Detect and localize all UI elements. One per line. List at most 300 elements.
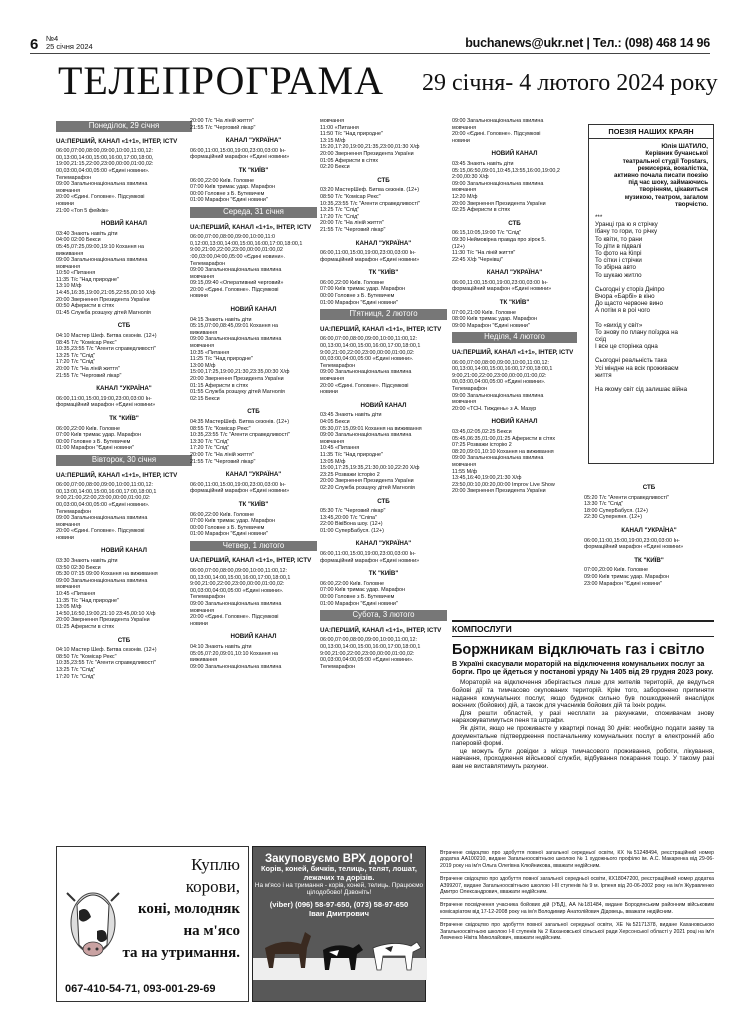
schedule-line: 05:30 Т/с "Черговий лікар": [320, 508, 386, 515]
schedule-line: 01:45 Служба розшуку дітей Магнолія: [56, 309, 151, 316]
day-heading: Неділя, 4 лютого: [452, 332, 577, 343]
poetry-verse-line: життя: [595, 371, 612, 379]
schedule-line: 00,13:00,14:00,15:00,16:00,17:00,18:00,: [56, 154, 154, 161]
schedule-line: 01:05 Аферисти в сітях: [320, 157, 379, 164]
schedule-line: 10:45 «Питання: [320, 445, 360, 452]
schedule-line: 00,13:00,14:00,15:00,16:00,17:00,18:00,1: [320, 644, 421, 650]
schedule-line: мовчання: [452, 399, 477, 406]
poetry-verse-line: Усі міндне на всік проживаєм: [595, 364, 679, 372]
schedule-line: (12+): [452, 243, 465, 250]
poetry-author-line: музикою, театром, загалом: [624, 193, 708, 201]
poetry-verse-line: ***: [595, 214, 603, 222]
poetry-verse-line: І все це сторінка одна: [595, 343, 658, 351]
schedule-line: новини: [320, 389, 338, 396]
schedule-line: Телемарафон: [56, 508, 92, 515]
schedule-line: 22:30 Суперняня. (12+): [584, 514, 643, 521]
schedule-line: 12:20 М/ф: [452, 193, 478, 200]
schedule-line: 15:00,17:25,19:35,21:30,00:10,22:20 Х/ф: [320, 465, 420, 472]
channel-heading: КАНАЛ "УКРАЇНА": [225, 471, 282, 479]
schedule-line: 09:00 Загальнонаціональна хвилина: [190, 601, 282, 608]
schedule-line: 03:50 02:30 Бекси: [56, 564, 101, 571]
schedule-line: 02:20 Бекси: [320, 164, 350, 171]
schedule-line: 01:25 Аферисти в сітях: [56, 624, 115, 630]
schedule-line: 05:30 07:15 09:00 Кохання на виживання: [56, 571, 158, 578]
schedule-line: виживання: [190, 657, 218, 664]
schedule-line: 20:00 «Єдині. Головне». Підсумкові: [190, 614, 279, 621]
channel-heading: ТК "КИЇВ": [368, 570, 399, 578]
schedule-line: 06:00,22:00 Київ. Головне: [56, 425, 120, 432]
schedule-line: 06:00,11:00,15:00,19:00,23:00,03:00 Ін-: [584, 537, 680, 544]
schedule-line: 13:25 Т/с "Слід": [56, 666, 96, 673]
channel-heading: UA:ПЕРШИЙ, КАНАЛ «1+1», ІНТЕР, ICTV: [56, 471, 178, 479]
schedule-line: мовчання: [190, 607, 215, 614]
article-body: [452, 679, 714, 770]
schedule-line: 13:10 М/ф: [56, 283, 82, 290]
notice-item: Втрачене свідоцтво про здобуття повної загальної середньої освіти, КХ18047200, реєстраційний номер додатка АЗ99207, видане Загальноосвітньою школою І-ІІІ ступенів № 9 м. Ірпеня від 20-06-2002 року на ім'я Журавленко Дмитро Олександрович, вважати недійсним.: [440, 876, 714, 896]
poetry-verse-line: Уранці гра ю я стрічку: [595, 221, 658, 229]
schedule-line: 13:15 М/ф: [320, 137, 346, 144]
schedule-line: 06:00,11:00,15:00,19:00,23:00,03:00 Ін-: [320, 250, 416, 257]
article-paragraph: Мораторій на відключення зберігається лише для жителів територій, де ведуться бойові дії та тимчасово окупованих територій. Крім того, заборонено припиняти надання комунальних послуг, якщо будинок сильно був пошкоджений внаслідок воєнних (бойових) дій, а також для учасників бойових дій та їхніх родин.: [452, 679, 714, 710]
schedule-line: 02:25 Аферисти в сітях: [452, 207, 511, 214]
schedule-line: 06:00,07:00,08:00,09:00,10:00,11:00,12:: [56, 482, 154, 489]
schedule-line: 01:00 Марафон "Єдині новини": [56, 445, 134, 452]
schedule-line: 11:55 М/ф: [452, 468, 478, 475]
schedule-line: 20:00 Звернення Президента України: [56, 296, 150, 303]
poetry-box: [588, 124, 714, 464]
schedule-line: 03:45 Знають навіть діти: [452, 160, 514, 167]
schedule-line: 22:45 Х/ф "Чернівці": [452, 256, 503, 263]
article-paragraph: Як діяти, якщо не проживаєте у квартирі понад 30 днів: необхідно подати заяву та документальне підтвердження постачальнику комунальних послуг в електронній або паперовій формі.: [452, 724, 714, 748]
poetry-verse-line: До щасто червоне вино: [595, 300, 663, 308]
poetry-verses: [589, 208, 713, 393]
schedule-line: мовчання: [190, 273, 215, 280]
schedule-line: 20:00 Звернення Президента України: [56, 617, 150, 624]
schedule-line: 11:35 Т/с "Над природне": [56, 597, 119, 604]
schedule-line: 00:50 Аферисти в сітях: [56, 303, 115, 310]
channel-heading: НОВИЙ КАНАЛ: [230, 306, 277, 314]
schedule-line: 20:00 Звернення Президента України: [452, 488, 546, 495]
schedule-column-2: [190, 118, 317, 856]
poetry-title: ПОЕЗІЯ НАШИХ КРАЯН: [589, 125, 713, 139]
schedule-line: 9:00,21:00,22:00,23:00,00:00,01:00,02: [190, 247, 283, 254]
schedule-line: 02:20 Служба розшуку дітей Магнолія: [320, 484, 415, 491]
schedule-line: 10:35,23:55 Т/с "Агенти справедливості": [190, 432, 290, 439]
schedule-line: 02:15 Бекси: [190, 395, 220, 402]
schedule-line: 09:00 Київ тримає удар. Марафон: [584, 573, 670, 580]
schedule-line: 22:00 ВікіВона шоу. (12+): [320, 521, 383, 528]
schedule-line: 00:00 Головне з Б. Бутевичем: [320, 293, 395, 300]
schedule-line: 20:00 Звернення Президента України: [452, 200, 546, 207]
poetry-verse-line: На якому світ сід залишає війна: [595, 386, 688, 394]
poetry-author: [589, 139, 713, 208]
schedule-line: 13:00 М/ф: [190, 362, 216, 369]
schedule-line: новини: [190, 293, 208, 300]
schedule-line: 09:00 Загальнонаціональна хвилина: [56, 577, 148, 584]
schedule-line: 05:05,07:20,09:01,10:10 Кохання на: [190, 650, 279, 657]
article: [452, 620, 714, 860]
schedule-line: 20:00 «Єдині. Головне». Підсумкові: [56, 194, 145, 201]
schedule-line: мовчання: [56, 263, 81, 270]
channel-heading: НОВИЙ КАНАЛ: [101, 547, 147, 555]
schedule-line: 13:05 М/ф: [56, 604, 82, 611]
channel-heading: UA:ПЕРШИЙ, КАНАЛ «1+1», ІНТЕР, ICTV: [56, 137, 178, 145]
schedule-line: 05:15,07:00,08:45,09:01 Кохання на: [190, 323, 279, 330]
channel-heading: UA:ПЕРШИЙ, КАНАЛ «1+1», ІНТЕР, ICTV: [320, 325, 442, 333]
schedule-line: 05:45,06:35,01:00,01:25 Аферисти в сітях: [452, 435, 556, 442]
ad-cattle-purchase: [56, 846, 249, 1002]
schedule-line: 09:00 Загальнонаціональна хвилина: [452, 392, 544, 399]
schedule-line: 20:00 Звернення Президента України: [190, 376, 284, 382]
ad-cattle-phone: 067-410-54-71, 093-001-29-69: [65, 983, 216, 995]
schedule-line: 20:00 Т/с "На ліній життя": [56, 366, 120, 372]
schedule-line: 20:00 Т/с "На ліній життя": [190, 118, 254, 124]
schedule-line: 11:30 Т/с "На ліній життя": [452, 250, 516, 257]
poetry-verse-line: Сьогодні реальність така: [595, 357, 667, 365]
schedule-line: 9:00,21:00,22:00,23:00,00:00,01:00,02:: [320, 650, 415, 657]
schedule-line: мовчання: [56, 521, 81, 528]
schedule-line: 21:55 Т/с "Черговий лікар": [190, 458, 256, 465]
channel-heading: ТК "КИЇВ": [368, 269, 399, 277]
schedule-line: 23:25 Розважи історію 2: [320, 471, 380, 478]
schedule-line: 13:45,16:40,19:00,21:30 Х/ф: [452, 475, 522, 482]
schedule-line: 08:00 Київ тримає удар. Марафон: [452, 316, 538, 323]
schedule-line: 09:00 Загальнонаціональна хвилина: [190, 267, 282, 274]
channel-heading: НОВИЙ КАНАЛ: [230, 633, 277, 641]
schedule-line: 23:50,00:10,00:20,00:00 Improv Live Show: [452, 481, 555, 488]
schedule-line: 00:00 Головне з Б. Бутевичем: [190, 190, 265, 197]
schedule-line: 14:45,16:35,19:00,21:05,22:55,00:10 Х/ф: [56, 290, 156, 297]
schedule-line: мовчання: [190, 343, 215, 350]
schedule-line: виживання: [56, 250, 84, 257]
schedule-line: 21:55 Т/с "Черговий лікар": [320, 226, 386, 233]
schedule-line: 07:00 Київ тримає удар. Марафон: [190, 184, 276, 191]
schedule-line: 07:00 Київ тримає удар. Марафон: [320, 587, 406, 594]
poetry-author-line: Юлія ШАТИЛО,: [661, 143, 708, 151]
schedule-line: новини: [452, 137, 470, 144]
channel-heading: КАНАЛ "УКРАЇНА": [96, 385, 152, 393]
schedule-line: 03:40 Знають навіть діти: [56, 230, 118, 237]
ad-cattle-line-5: та на утримання.: [122, 945, 240, 961]
schedule-line: 13:30 Т/с "Слід": [190, 438, 230, 445]
ad-cattle-line-2: корови,: [185, 877, 240, 896]
ad-vrh-sub: Корів, коней, бичків, телиць, телят, лошат, лежачих та дорізів.: [261, 864, 417, 882]
notice-item: Втрачене свідоцтво про здобуття повної загальної середньої освіти, ХЕ №52171378, видане Кахановською Загальноосвітньою школою І-ІІ ступенів № 2 Кахановської сільської ради Херсонської області у 2021 році на ім'я Левченко Нікіта Миколайович, вважати недійсним.: [440, 922, 714, 942]
schedule-line: 06:00,22:00 Київ. Головне: [190, 177, 254, 184]
channel-heading: КАНАЛ "УКРАЇНА": [225, 137, 282, 145]
schedule-line: 09:15,09:40 «Оперативний черговий»: [190, 280, 284, 287]
channel-heading: СТБ: [247, 408, 260, 416]
schedule-line: 11:35 Т/с "Над природне": [56, 276, 119, 283]
schedule-line: 00,13:00,14:00,15:00,16:00,17:00,18:00,1: [452, 366, 553, 373]
schedule-line: Телемарафон: [190, 260, 226, 267]
schedule-line: 09:00 Загальнонаціональна хвилина: [320, 432, 412, 439]
day-heading: Понеділок, 29 січня: [56, 121, 192, 132]
schedule-line: 09:00 Загальнонаціональна хвилина: [56, 515, 148, 522]
notices-block: [440, 850, 714, 1002]
schedule-line: 10:50 «Питання: [56, 270, 96, 277]
schedule-line: формаційний марафон «Єдині новини»: [320, 256, 420, 263]
schedule-line: 21:55 Т/с "Черговий лікар": [56, 372, 122, 379]
schedule-line: 09:00 Загальнонаціональна хвилина: [190, 663, 282, 670]
schedule-line: мовчання: [452, 187, 477, 194]
schedule-line: 00,03:00,04:00,05:00 «Єдині новини».: [190, 587, 284, 594]
issue-number: №4: [46, 34, 59, 43]
schedule-line: 17:20 Т/с "Слід": [320, 213, 360, 220]
schedule-line: 09:30 Неймовірна правда про зірок 5.: [452, 236, 546, 243]
cow-illustration-icon: [63, 875, 123, 973]
channel-heading: ТК "КИЇВ": [109, 414, 139, 422]
poetry-verse-line: То шукаю житло: [595, 271, 642, 279]
schedule-line: Телемарафон: [190, 594, 226, 601]
article-section: КОМПОСЛУГИ: [452, 620, 714, 637]
schedule-line: 21:00 «Топ 5 фейків»: [56, 207, 109, 214]
schedule-line: 10:45 «Питання: [56, 591, 96, 598]
schedule-line: 20:00 «Єдині. Головне». Підсумкові: [320, 382, 409, 389]
schedule-line: 00,03:00,04:00,05:00 «Єдині новини».: [452, 379, 546, 386]
poetry-verse-line: То «вихід у світ»: [595, 321, 643, 329]
issue-info: [46, 35, 93, 51]
schedule-line: 01:15 Аферисти в сітях: [190, 382, 249, 389]
channel-heading: СТБ: [642, 484, 656, 491]
schedule-line: формаційний марафон «Єдині новини»: [190, 154, 290, 161]
ad-vrh-note: На м'ясо і на тримання - корів, коней, телиць. Працюємо цілодобово! Дзвоніть!: [254, 882, 424, 897]
schedule-line: 20:00 «Єдині. Головне». Підсумкові: [56, 528, 145, 535]
poetry-verse-line: Вчора «Барбі» в кіно: [595, 293, 655, 301]
schedule-line: 10:35,23:55 Т/с "Агенти справедливості": [56, 346, 156, 353]
schedule-line: 06:00,07:00,08:00,09:00,10:00,11:00,12:: [452, 359, 550, 366]
channel-heading: UA:ПЕРШИЙ, КАНАЛ «1+1», ІНТЕР, ICTV: [190, 223, 312, 231]
schedule-line: 06:00,07:00,08:00,09:00,10:00,11:0: [190, 234, 276, 241]
schedule-line: 00,13:00,14:00,15:00,16:00,17:00,18:00,1: [190, 574, 291, 581]
ad-vrh-purchase: [252, 846, 426, 1002]
ad-cattle-line-3: коні, молодняк: [137, 901, 240, 917]
schedule-column-5: [584, 478, 714, 587]
schedule-line: 06:00,11:00,15:00,19:00,23:00,03:00 Ін-: [320, 551, 416, 558]
schedule-line: 04:10 Знають навіть діти: [190, 644, 252, 650]
schedule-line: 9:00,21:00,22:00,23:00,00:00,01:00,02:: [190, 581, 285, 588]
schedule-line: 10:35 «Питання: [190, 349, 230, 356]
schedule-line: 06:00,22:00 Київ. Головне: [190, 511, 254, 518]
schedule-line: 20:00 «Єдині. Головне». Підсумкові: [452, 131, 541, 138]
schedule-line: 05:15,06:50,09:01,10:45,13:55,16:00,19:00,2: [452, 167, 560, 174]
schedule-line: 20:00 Т/с "На ліній життя": [320, 220, 384, 227]
notice-divider: [440, 898, 714, 899]
schedule-line: мовчання: [452, 461, 477, 468]
livestock-illustration-icon: [253, 918, 427, 980]
notice-divider: [440, 918, 714, 919]
schedule-line: новини: [56, 200, 74, 207]
schedule-line: 04:10 Мастер Шеф. Битва сезонів. (12+): [56, 647, 157, 654]
schedule-line: 08:55 Т/с "Комісар Рекс": [190, 425, 251, 432]
notice-item: Втрачене свідоцтво про здобуття повної загальної середньої освіти, КХ №51248494, реєстраційний номер додатка АА100210, видане Загальноосвітньою школою № 1 художнього профілю ім. А.С. Макаренка від 29-06-2019 року на ім'я Ольга Олегівна Клюйникова, вважати недійсним.: [440, 850, 714, 869]
schedule-line: формаційний марафон «Єдині новини»: [190, 488, 290, 495]
schedule-line: 01:00 Марафон "Єдині новини": [320, 600, 398, 607]
schedule-line: 10:35,23:55 Т/с "Агенти справедливості": [320, 200, 420, 207]
channel-heading: НОВИЙ КАНАЛ: [360, 401, 407, 409]
channel-heading: НОВИЙ КАНАЛ: [491, 418, 538, 426]
article-lead: В Україні скасували мораторій на відключення комунальних послуг за борги. Про це йдеться у постанові уряду № 1405 від 29 грудня 2023 року.: [452, 659, 714, 677]
schedule-line: 09:00 Загальнонаціональна хвилина: [190, 336, 282, 343]
schedule-line: 14:50,16:50,19:00,21:10 23:45,00:10 Х/ф: [56, 610, 156, 617]
schedule-line: 20:00 Звернення Президента України: [320, 150, 414, 157]
poetry-verse-line: А потім я в роі чого: [595, 307, 650, 315]
poetry-verse-line: [595, 315, 707, 322]
schedule-line: мовчання: [56, 584, 81, 591]
schedule-line: 01:00 Марафон "Єдині новини": [320, 299, 398, 306]
schedule-line: 09:00 Загальнонаціональна хвилина: [56, 257, 148, 264]
schedule-line: мовчання: [320, 118, 345, 124]
schedule-line: 06:00,11:00,15:00,19:00,23:00,03:00 Ін-: [190, 481, 286, 488]
schedule-line: мовчання: [452, 124, 477, 131]
article-paragraph: це можуть бути довідки з місця тимчасового проживання, роботи, лікування, навчання, проходження військової служби, відбування покарання тощо. У такому разі вам не виставлятимуть рахунки.: [452, 747, 714, 770]
schedule-line: 00,03:00,04:00,05:00 «Єдині новини».: [56, 501, 150, 508]
channel-heading: ТК "КИЇВ": [238, 166, 269, 174]
schedule-line: 00,03:00,04:00,05:00 «Єдині новини».: [56, 167, 150, 174]
channel-heading: КАНАЛ "УКРАЇНА": [621, 526, 677, 534]
schedule-line: 04:15 Знають навіть діти: [190, 316, 252, 323]
poetry-verse-line: То квіти, то рани: [595, 235, 643, 243]
schedule-line: формаційний марафон «Єдині новини»: [320, 557, 420, 564]
schedule-line: 13:30 Т/с "Слід": [584, 501, 624, 508]
channel-heading: ТК "КИЇВ": [634, 556, 664, 564]
schedule-line: 21:55 Т/с "Черговий лікар": [190, 124, 256, 131]
ad-vrh-headline: Закуповуємо ВРХ дорого!: [264, 853, 414, 865]
poetry-author-line: творчістю.: [675, 200, 708, 208]
schedule-line: 09:00 Загальнонаціональна хвилина: [452, 118, 544, 124]
schedule-line: 06:00,22:00 Київ. Головне: [320, 279, 384, 286]
schedule-line: Телемарафон: [320, 362, 356, 369]
schedule-line: 06:00,07:00,08:00,09:00,10:00,11:00,12:: [56, 148, 154, 155]
schedule-line: 09:00 Загальнонаціональна хвилина: [452, 455, 544, 462]
schedule-line: 01:00 Марафон "Єдині новини": [190, 531, 268, 538]
schedule-line: 06:15,10:05,19:00 Т/с "Слід": [452, 230, 522, 237]
schedule-line: 03:30 Знають навіть діти: [56, 558, 118, 565]
schedule-line: мовчання: [320, 438, 345, 445]
poetry-author-line: під час шоку, займаючись: [628, 179, 708, 187]
poetry-author-line: Керівник бучанської: [645, 150, 708, 158]
schedule-line: 20:00 «ТСН. Тиждень» з А. Мазур: [452, 405, 537, 412]
schedule-line: формаційний марафон «Єдині новини»: [452, 286, 552, 293]
poetry-author-line: режисерка, вокалістка,: [637, 164, 708, 172]
poetry-verse-line: [595, 350, 707, 357]
schedule-line: 23:00 Марафон "Єдині новини": [584, 580, 662, 587]
poetry-verse-line: То фото на Кіпрі: [595, 250, 642, 258]
schedule-line: 08:50 Т/с "Комісар Рекс": [56, 653, 117, 660]
schedule-line: 13:25 Т/с "Слід": [320, 207, 360, 214]
poetry-verse-line: То сітки і стрічки: [595, 257, 642, 265]
page-title: ТЕЛЕПРОГРАМА: [58, 58, 385, 103]
day-heading: Середа, 31 січня: [190, 207, 317, 218]
schedule-line: 07:00,20:00 Київ. Головне: [584, 567, 648, 574]
schedule-line: 07:00 Київ тримає удар. Марафон: [56, 432, 142, 439]
schedule-line: 09:00 Загальнонаціональна хвилина: [452, 180, 544, 187]
channel-heading: НОВИЙ КАНАЛ: [491, 150, 538, 158]
channel-heading: UA:ПЕРШИЙ, КАНАЛ «1+1», ІНТЕР, ICTV: [190, 557, 312, 565]
notice-divider: [440, 872, 714, 873]
schedule-line: 06:00,07:00,08:00,09:00,10:00,11:00,12:: [320, 336, 418, 343]
schedule-line: 13:05 М/ф: [320, 458, 346, 465]
schedule-line: виживання: [190, 329, 218, 336]
schedule-line: 05:30,07:15,09:01 Кохання на виживання: [320, 425, 422, 432]
schedule-line: 11:35 Т/с "Над природне": [320, 451, 383, 458]
poetry-verse-line: Ібачу то гори, то річку: [595, 228, 658, 236]
channel-heading: СТБ: [117, 322, 131, 330]
schedule-column-4: [452, 118, 577, 608]
schedule-line: 00,03:00,04:00,05:00 «Єдині новини».: [320, 657, 414, 664]
channel-heading: НОВИЙ КАНАЛ: [101, 220, 147, 228]
channel-heading: СТБ: [377, 497, 390, 505]
day-heading: Субота, 3 лютого: [320, 610, 447, 621]
poetry-verse-line: То збірна авто: [595, 264, 636, 272]
schedule-line: 04:35 МастерШеф. Битва сезонів. (12+): [190, 418, 290, 425]
page-number: 6: [30, 36, 39, 53]
channel-heading: СТБ: [508, 219, 521, 227]
channel-heading: ТК "КИЇВ": [238, 500, 269, 508]
schedule-line: 03:45 Знають навіть діти: [320, 412, 382, 419]
schedule-line: 09:00 Загальнонаціональна хвилина: [320, 369, 412, 376]
ad-cattle-line-4: на м'ясо: [183, 923, 240, 939]
schedule-line: 06:00,11:00,15:00,19:00,23:00,03:00 Ін-: [452, 279, 548, 286]
schedule-line: 9:00,21:00,22:00,23:00,00:00,01:00,02:: [452, 372, 547, 379]
schedule-line: 06:00,11:00,15:00,19:00,23:00,03:00 Ін-: [56, 395, 152, 402]
schedule-line: 9:00,21:00,22:00,23:00,00:00,01:00,02:: [56, 495, 151, 502]
schedule-line: 05:45,07:25,09:00,19:10 Кохання на: [56, 243, 145, 250]
schedule-line: 11:00 «Питання: [320, 124, 359, 131]
schedule-line: 00,03:00,04:00,05:00 «Єдині новини».: [320, 356, 414, 363]
poetry-verse-line: То діти в підвалі: [595, 242, 642, 250]
schedule-line: 06:00,07:00,08:00,09:00,10:00,11:00,12:: [190, 568, 288, 575]
schedule-line: 06:00,11:00,15:00,19:00,23:00,03:00 Ін-: [190, 147, 286, 154]
issue-date: 25 січня 2024: [46, 42, 93, 51]
schedule-line: 03:45,02:05,02:25 Бекси: [452, 428, 512, 435]
poetry-verse-line: [595, 379, 707, 386]
day-heading: Вівторок, 30 січня: [56, 455, 192, 466]
schedule-line: 07:00 Київ тримає удар. Марафон: [190, 518, 276, 525]
schedule-line: новини: [56, 534, 74, 541]
schedule-line: 13:25 Т/с "Слід": [56, 352, 96, 359]
schedule-line: 01:55 Служба розшуку дітей Магнолія: [190, 389, 285, 396]
schedule-line: Телемарафон: [56, 174, 92, 181]
schedule-line: 20:00 Звернення Президента України: [320, 478, 414, 485]
poetry-verse-line: схід: [595, 336, 607, 344]
schedule-line: 00:00 Головне з Б. Бутевичем: [320, 594, 395, 601]
contact-info: buchanews@ukr.net | Тел.: (098) 468 14 96: [465, 36, 710, 50]
schedule-line: 9:00,21:00,22:00,23:00,00:00,01:00,02:: [320, 349, 415, 356]
schedule-line: :00,03:00,04:00,05:00 «Єдині новини».: [190, 253, 285, 260]
schedule-line: 0,12:00,13:00,14:00,15:00,16:00,17:00,18:00,1: [190, 240, 303, 247]
ad-vrh-contact-name: Іван Дмитрович: [308, 908, 370, 918]
schedule-line: 01:00 СуперБабуся. (12+): [320, 527, 384, 534]
schedule-line: 20:00 Т/с "На ліній життя": [190, 451, 254, 458]
schedule-line: 11:50 Т/с "Над природне": [320, 131, 383, 138]
schedule-line: 17:20 Т/с "Слід": [56, 673, 96, 680]
schedule-line: 13:45,20:00 Т/с "Сліпа": [320, 514, 377, 521]
day-heading: Четвер, 1 лютого: [190, 541, 317, 552]
channel-heading: СТБ: [117, 636, 131, 644]
schedule-line: Телемарафон: [452, 386, 488, 392]
schedule-line: 18:00 СуперБабуся. (12+): [584, 507, 648, 514]
schedule-line: 00,13:00,14:00,15:00,16:00,17:00,18:00,1: [56, 488, 157, 495]
day-heading: П'ятниця, 2 лютого: [320, 309, 447, 320]
channel-heading: КАНАЛ "УКРАЇНА": [355, 540, 412, 548]
poetry-verse-line: [595, 279, 707, 286]
schedule-line: 20:00 «Єдині. Головне». Підсумкові: [190, 286, 279, 293]
ad-cattle-line-1: Куплю: [191, 855, 240, 874]
poetry-author-line: творінням, цікавиться: [639, 186, 708, 194]
schedule-line: Телемарафон: [320, 663, 356, 670]
notice-item: Втрачене посвідчення учасника бойових дій (УБД), АА №181484, видане Бородянським районним військовим комісаріатом від 17-12-2008 року на ім'я Володимир Анатолійович Дідовець, вважати недійсним.: [440, 902, 714, 915]
